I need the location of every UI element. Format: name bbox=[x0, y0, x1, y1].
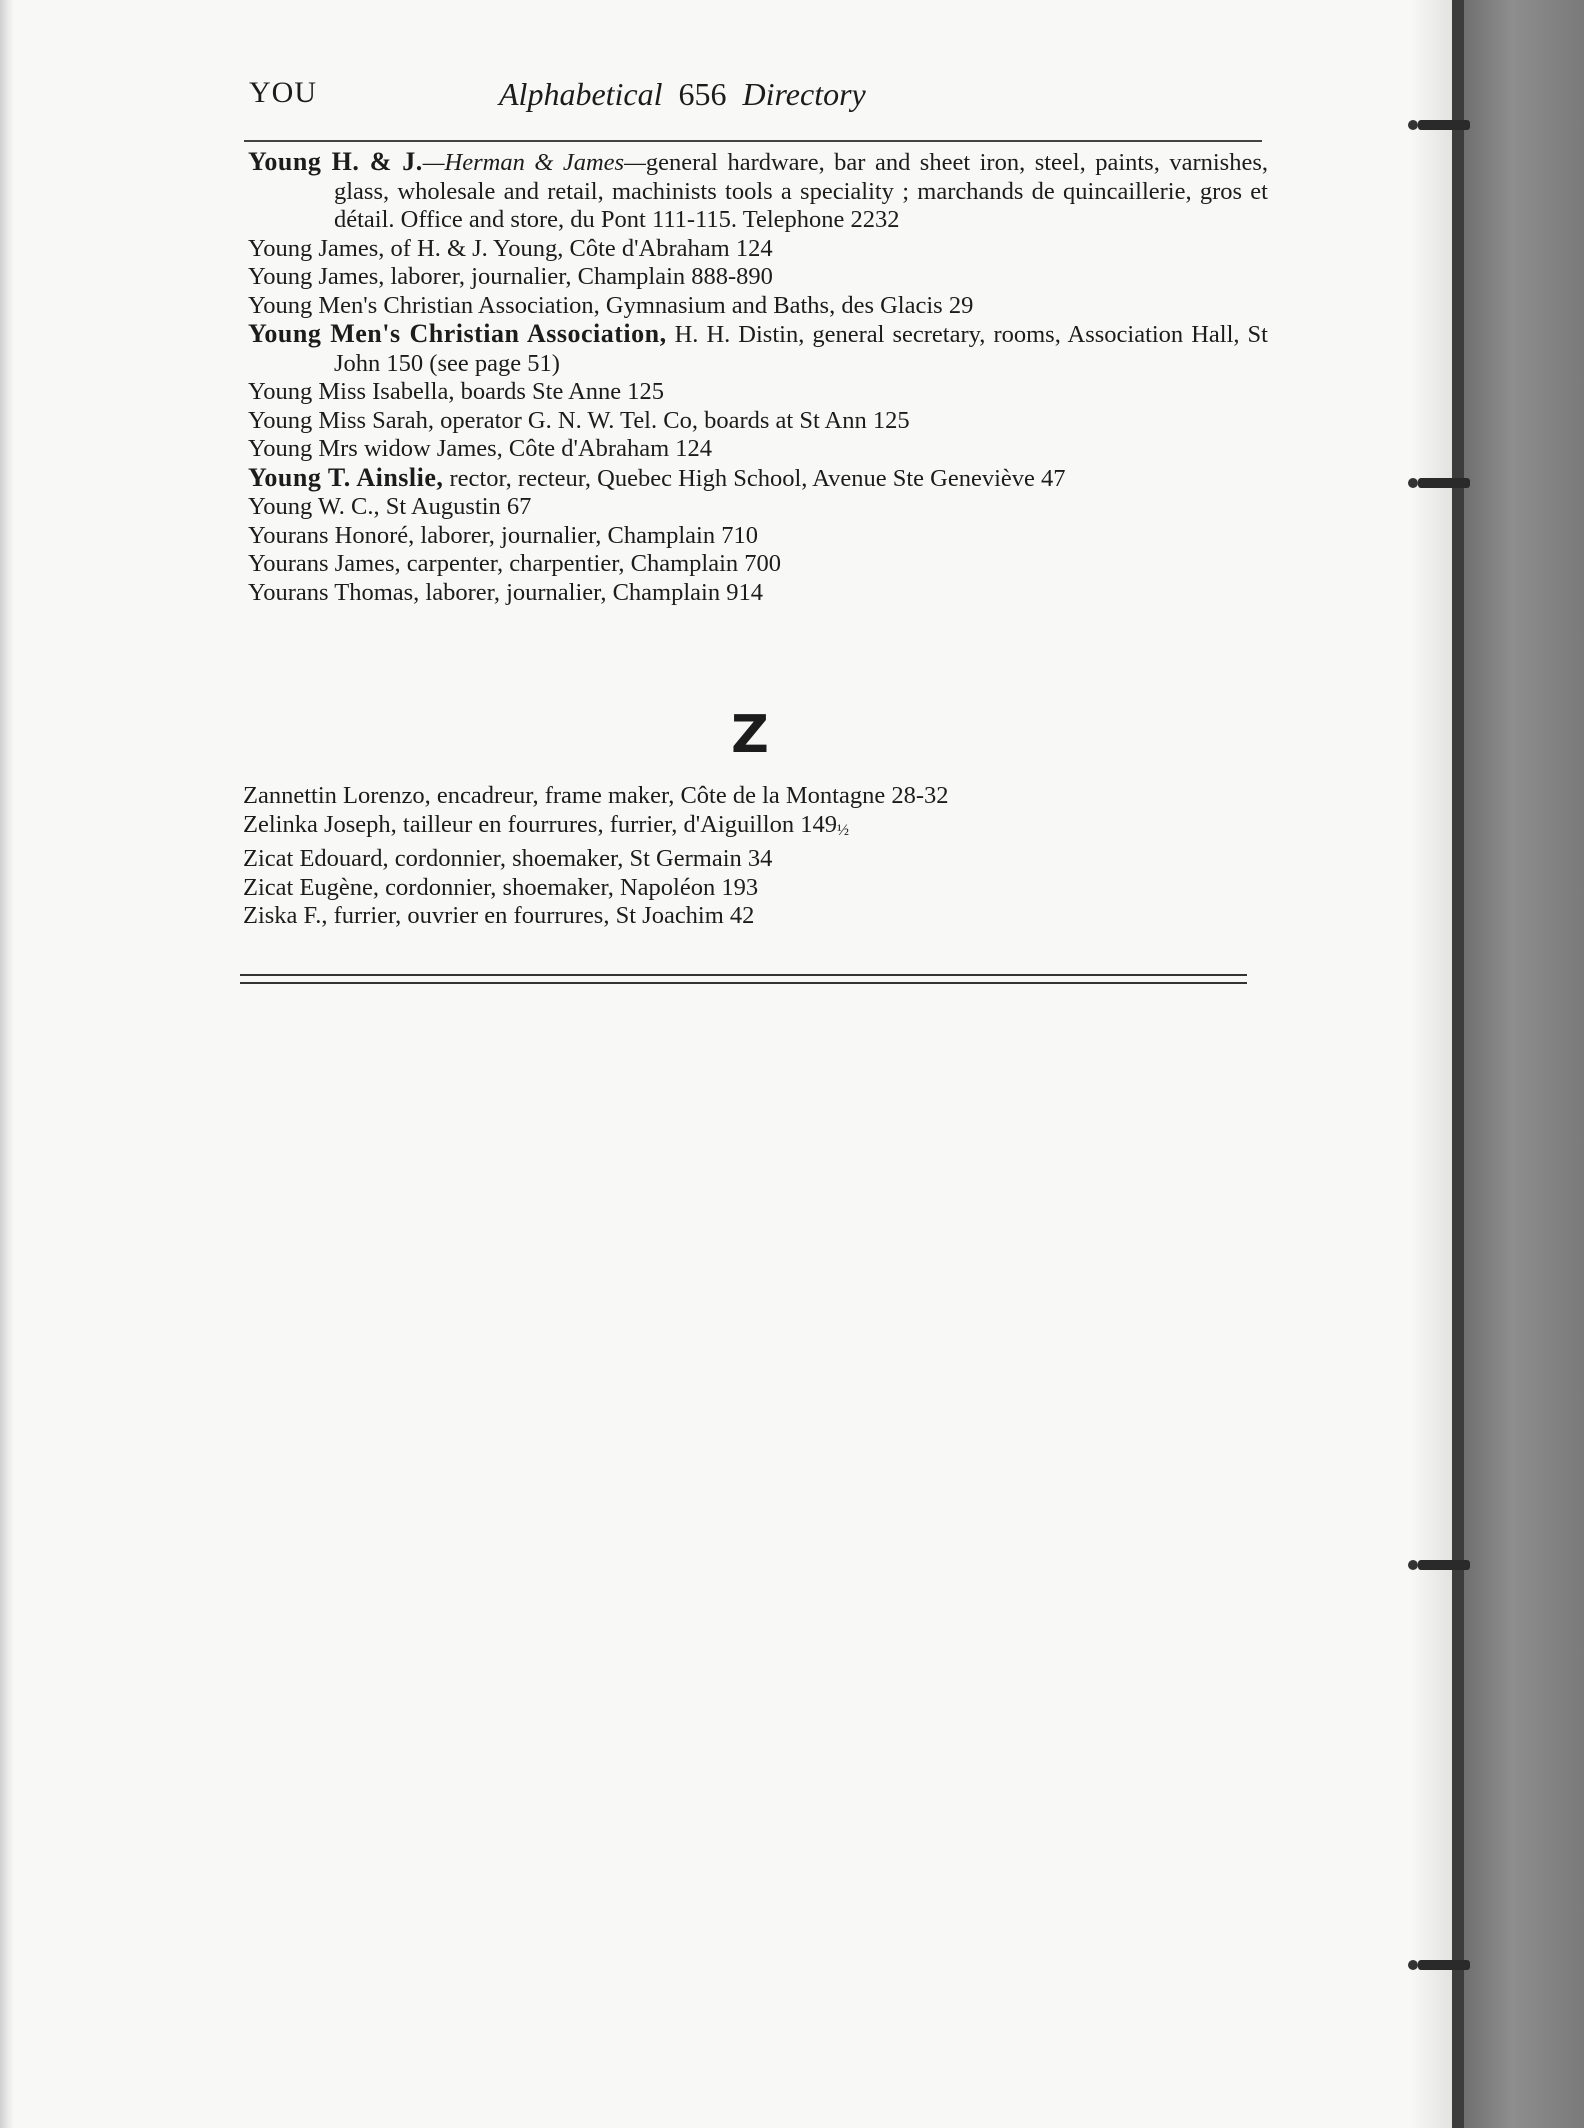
entry-name: Young T. Ainslie, bbox=[248, 462, 444, 492]
directory-entry: Young Miss Sarah, operator G. N. W. Tel. Co, boards at St Ann 125 bbox=[248, 406, 910, 434]
running-head bbox=[249, 76, 1259, 122]
section-letter: Z bbox=[731, 705, 769, 765]
directory-entry: Young W. C., St Augustin 67 bbox=[248, 493, 532, 520]
directory-entry: Yourans Thomas, laborer, journalier, Champlain 914 bbox=[248, 578, 763, 606]
directory-entry bbox=[243, 811, 1263, 846]
entries-z-list bbox=[243, 782, 1263, 931]
directory-entry bbox=[248, 464, 1268, 494]
header-title-1: Alphabetical bbox=[499, 76, 663, 112]
binding-stitch bbox=[1418, 1960, 1470, 1970]
binding-edge bbox=[1452, 0, 1464, 2128]
entry-italic: —Herman & James— bbox=[422, 149, 646, 176]
header-left: YOU bbox=[249, 76, 317, 109]
directory-entry: Zicat Edouard, cordonnier, shoemaker, St Germain 34 bbox=[243, 845, 773, 872]
directory-entry: Young James, of H. & J. Young, Côte d'Abraham 124 bbox=[248, 234, 773, 262]
header-center bbox=[499, 76, 866, 113]
entries-y-list bbox=[248, 148, 1268, 607]
binding-cloth bbox=[1464, 0, 1584, 2128]
entry-name: Young Men's Christian Association, bbox=[248, 319, 667, 348]
binding-stitch bbox=[1418, 478, 1470, 488]
directory-entry: Young Men's Christian Association, Gymnasium and Baths, des Glacis 29 bbox=[248, 291, 974, 319]
stitch-knot bbox=[1408, 478, 1418, 488]
entry-fraction: ½ bbox=[837, 821, 849, 839]
binding-stitch bbox=[1418, 1560, 1470, 1570]
directory-entry: Zannettin Lorenzo, encadreur, frame maker, Côte de la Montagne 28-32 bbox=[243, 782, 949, 809]
stitch-knot bbox=[1408, 120, 1418, 130]
header-rule bbox=[244, 140, 1262, 142]
directory-entry bbox=[248, 148, 1268, 235]
directory-entry: Zicat Eugène, cordonnier, shoemaker, Napoléon 193 bbox=[243, 873, 759, 901]
directory-entry: Young James, laborer, journalier, Champlain 888-890 bbox=[248, 263, 773, 290]
entry-text: Zelinka Joseph, tailleur en fourrures, furrier, d'Aiguillon 149 bbox=[243, 810, 837, 838]
directory-entry: Yourans Honoré, laborer, journalier, Champlain 710 bbox=[248, 521, 758, 549]
end-rule bbox=[240, 982, 1247, 984]
entry-text: H. H. Distin, general secretary, rooms, Association Hall, St John 150 (see page 51) bbox=[334, 321, 1268, 377]
directory-entry: Young Miss Isabella, boards Ste Anne 125 bbox=[248, 378, 665, 405]
page-edge bbox=[0, 0, 14, 2128]
directory-entry: Yourans James, carpenter, charpentier, Champlain 700 bbox=[248, 550, 782, 577]
stitch-knot bbox=[1408, 1960, 1418, 1970]
entry-text: rector, recteur, Quebec High School, Avenue Ste Geneviève 47 bbox=[443, 464, 1066, 492]
binding-stitch bbox=[1418, 120, 1470, 130]
end-rule bbox=[240, 974, 1247, 976]
entry-text: general hardware, bar and sheet iron, steel, paints, varnishes, glass, wholesale and retail, machinists tools a speciality ; marchands de quincaillerie, gros et détail. Office and store, du Pont 111-115. Telephone 2232 bbox=[334, 149, 1268, 233]
entry-name: Young H. & J. bbox=[248, 147, 423, 176]
directory-entry bbox=[248, 320, 1268, 378]
directory-entry: Ziska F., furrier, ouvrier en fourrures, St Joachim 42 bbox=[243, 902, 755, 929]
header-title-2: Directory bbox=[742, 76, 866, 112]
page-number: 656 bbox=[678, 76, 727, 112]
directory-entry: Young Mrs widow James, Côte d'Abraham 124 bbox=[248, 435, 713, 462]
stitch-knot bbox=[1408, 1560, 1418, 1570]
